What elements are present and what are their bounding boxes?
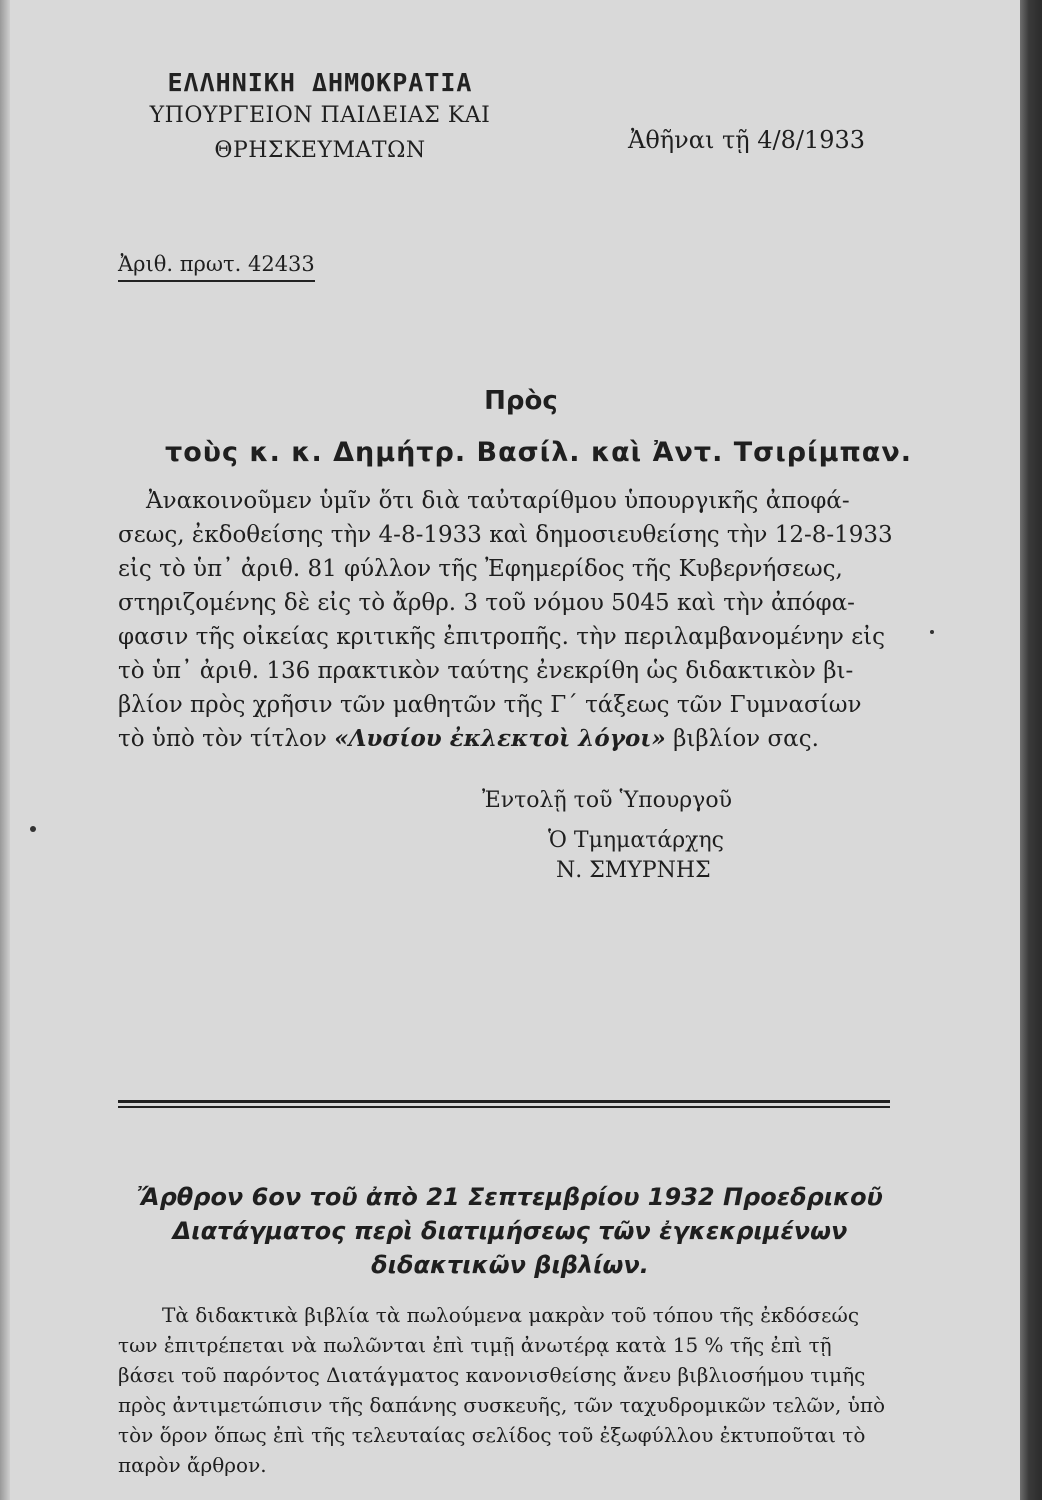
letterhead-ministry-cont: ΘΡΗΣΚΕΥΜΑΤΩΝ xyxy=(214,138,426,163)
letterhead-republic: ΕΛΛΗΝΙΚΗ ΔΗΜΟΚΡΑΤΙΑ xyxy=(167,68,473,97)
protocol-number: Ἀριθ. πρωτ. 42433 xyxy=(118,252,315,282)
recipient-to: Πρὸς xyxy=(484,386,558,416)
body-line: Ἀνακοινοῦμεν ὑμῖν ὅτι διὰ ταὐταρίθμου ὑπουργικῆς ἀποφά- xyxy=(146,488,850,514)
separator-rule-thin xyxy=(118,1106,890,1108)
article-heading-line: Διατάγματος περὶ διατιμήσεως τῶν ἐγκεκριμένων xyxy=(172,1217,848,1245)
letterhead-ministry: ΥΠΟΥΡΓΕΙΟΝ ΠΑΙΔΕΙΑΣ ΚΑΙ xyxy=(149,103,491,128)
article-line: Τὰ διδακτικὰ βιβλία τὰ πωλούμενα μακρὰν τοῦ τόπου τῆς ἐκδόσεώς xyxy=(162,1303,860,1327)
letterhead xyxy=(110,68,530,163)
body-last-suffix: βιβλίον σας. xyxy=(673,726,819,752)
body-line: στηριζομένης δὲ εἰς τὸ ἄρθρ. 3 τοῦ νόμου 5045 καὶ τὴν ἀπόφα- xyxy=(118,590,855,616)
recipient-names: τοὺς κ. κ. Δημήτρ. Βασίλ. καὶ Ἀντ. Τσιρίμπαν. xyxy=(165,437,912,468)
body-line: βλίον πρὸς χρῆσιν τῶν μαθητῶν τῆς Γ΄ τάξεως τῶν Γυμνασίων xyxy=(118,692,862,718)
signature-title: Ὁ Τμηματάρχης xyxy=(548,828,724,853)
page-left-edge xyxy=(0,0,10,1500)
letter-body xyxy=(118,484,908,756)
body-line: σεως, ἐκδοθείσης τὴν 4-8-1933 καὶ δημοσιευθείσης τὴν 12-8-1933 xyxy=(118,522,893,548)
body-line: φασιν τῆς οἰκείας κριτικῆς ἐπιτροπῆς. τὴν περιλαμβανομένην εἰς xyxy=(118,624,886,650)
body-last-line xyxy=(118,722,908,756)
article-line: τὸν ὅρον ὅπως ἐπὶ τῆς τελευταίας σελίδος τοῦ ἐξωφύλλου ἐκτυποῦται τὸ xyxy=(118,1423,866,1447)
separator-rule xyxy=(118,1100,890,1103)
article-line: βάσει τοῦ παρόντος Διατάγματος κανονισθείσης ἄνευ βιβλιοσήμου τιμῆς xyxy=(118,1363,866,1387)
signature-name: Ν. ΣΜΥΡΝΗΣ xyxy=(556,858,711,883)
ink-speck xyxy=(930,630,934,634)
ink-speck xyxy=(30,826,36,832)
letter-date: Ἀθῆναι τῇ 4/8/1933 xyxy=(628,126,866,154)
article-body xyxy=(118,1300,908,1480)
body-last-prefix: τὸ ὑπὸ τὸν τίτλον xyxy=(118,726,327,752)
signature-order: Ἐντολῇ τοῦ Ὑπουργοῦ xyxy=(482,788,732,813)
article-line: παρὸν ἄρθρον. xyxy=(118,1453,267,1477)
body-line: εἰς τὸ ὑπ᾽ ἀριθ. 81 φύλλον τῆς Ἐφημερίδος τῆς Κυβερνήσεως, xyxy=(118,556,843,582)
article-heading xyxy=(110,1180,910,1282)
book-title: «Λυσίου ἐκλεκτοὶ λόγοι» xyxy=(334,725,666,752)
book-spine xyxy=(1020,0,1042,1500)
body-line: τὸ ὑπ᾽ ἀριθ. 136 πρακτικὸν ταύτης ἐνεκρίθη ὡς διδακτικὸν βι- xyxy=(118,658,854,684)
article-heading-line: Ἄρθρον 6ον τοῦ ἀπὸ 21 Σεπτεμβρίου 1932 Προεδρικοῦ xyxy=(137,1183,883,1211)
article-line: πρὸς ἀντιμετώπισιν τῆς δαπάνης συσκευῆς, τῶν ταχυδρομικῶν τελῶν, ὑπὸ xyxy=(118,1393,886,1417)
article-line: των ἐπιτρέπεται νὰ πωλῶνται ἐπὶ τιμῇ ἀνωτέρᾳ κατὰ 15 % τῆς ἐπὶ τῇ xyxy=(118,1333,832,1357)
article-heading-line: διδακτικῶν βιβλίων. xyxy=(371,1251,649,1279)
